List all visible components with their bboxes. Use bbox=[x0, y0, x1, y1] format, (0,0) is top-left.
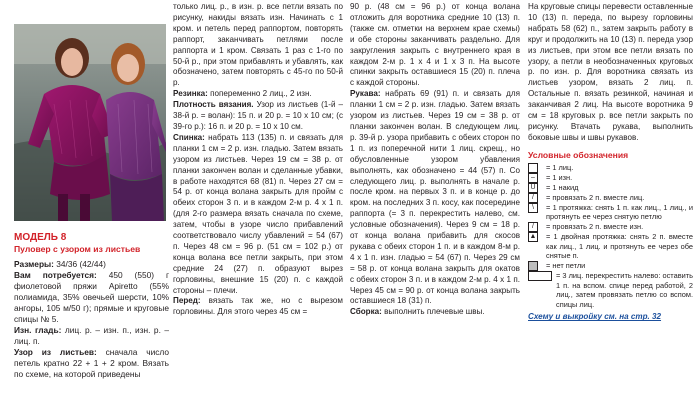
front-label: Перед: bbox=[173, 296, 201, 306]
col3-intro: 90 р. (48 см = 96 р.) от конца волана отложить для воротника средние 10 (13) п. (также см. отметки на верхнем крае схемы) и обе стороны заканчивать раздельно. Для закругления закрыть с внутреннего края в каждом 2-м р. 1 x 4 и 1 x 3 п. На высоте спинки закрыть оставшиеся 15 (20) п. плеча с каждой стороны. bbox=[350, 2, 520, 88]
sizes-label: Размеры: bbox=[14, 258, 54, 269]
legend-text: = 1 лиц. bbox=[546, 162, 574, 172]
cable-left-symbol-icon bbox=[528, 271, 552, 281]
legend-list bbox=[528, 163, 693, 310]
sleeves-value: набрать 69 (91) п. и связать для планки 1 см = 2 р. изн. гладью. Затем вязать узором из листьев. Через 19 см = 38 р. от планки закончен волан. В следующем лиц. р. 39-й р. узора прибавить с обеих сторон по 1 п. из поперечной нити 1 лиц. скрещ., но обусловленные узором убавления выполнять, как обозначено = 44 (57) п. Со следующего лиц. р. выполнять в начале р. после кром. на первых 3 п. и в конце р. до кром. на последних 3 п. косу, как посередине раппорта (= 3 п. перекрестить налево, см. условные обозначения). Через 9 см = 18 р. от конца волана прибавить для скосов рукава с обеих сторон 1 п. и в каждом 8-м р. 4 x 1 п. изн. гладью = 54 (67) п. Через 29 см = 58 р. от конца волана закрыть для окатов с обеих сторон 3 п. и в каждом 2-м р. 4 x 1 п. Через 45 см = 90 р. от конца волана закрыть оставшиеся 18 (31) п. bbox=[350, 89, 520, 306]
legend-item bbox=[528, 163, 693, 173]
stitch-value: лиц. р. – изн. п., изн. р. – лиц. п. bbox=[14, 325, 169, 347]
stitch-label: Изн. гладь: bbox=[14, 325, 62, 336]
sizes-para bbox=[14, 259, 169, 270]
legend-item bbox=[528, 183, 693, 193]
density-value: Узор из листьев (1-й – 38-й р. = волан): 15 п. и 20 р. = 10 x 10 см; (с 39-го р.): 16 п. и 20 р. = 10 x 10 см. bbox=[173, 100, 343, 131]
pattern-value: сначала число петель кратно 22 + 1 + 2 кром. Вязать по схеме, на которой приведены bbox=[14, 347, 170, 380]
column-3 bbox=[350, 2, 520, 318]
purl-symbol-icon: – bbox=[528, 173, 538, 183]
assembly-para bbox=[350, 307, 520, 318]
back-value: набрать 113 (135) п. и связать для планки 1 см = 2 р. изн. гладью. Затем вязать узором из листьев. Через 19 см = 38 р. от планки закончен волан и сделанные убавки, в работе находятся 68 (81) п. Через 27 см = 54 р. от конца волана закрыть для пройм с обеих сторон 3 п. и в каждом 2-м р. 4 x 1 п. (для 2-го размера вязать сначала по схеме, затем, чтобы в узоре число прибавлений соответствовало числу убавлений = 54 (67) п. Через 48 см = 96 р. (51 см = 102 р.) от конца волана все петли закрыть, при этом средние 24 (27) п. образуют вырез горловины, внешние 15 (20) п. с каждой стороны – плечи. bbox=[173, 132, 343, 295]
legend-item bbox=[528, 203, 693, 222]
ribbing-label: Резинка: bbox=[173, 89, 208, 99]
legend-text: = 1 накид bbox=[546, 182, 579, 192]
legend-title: Условные обозначения bbox=[528, 149, 629, 160]
legend-text: = нет петли bbox=[546, 260, 586, 270]
p2tog-symbol-icon: / bbox=[528, 222, 538, 232]
legend-item bbox=[528, 261, 693, 271]
model-title: МОДЕЛЬ 8 bbox=[14, 232, 67, 243]
ssk-symbol-icon: \ bbox=[528, 203, 538, 213]
legend-text: = 3 лиц. перекрестить налево: оставить 1 п. на вспом. спице перед работой, 2 лиц., затем провязать петлю со вспом. спицы лиц. bbox=[556, 270, 693, 309]
yarn-over-symbol-icon: U bbox=[528, 183, 538, 193]
sleeves-label: Рукава: bbox=[350, 89, 381, 99]
legend-item bbox=[528, 193, 693, 203]
column-4 bbox=[528, 2, 693, 323]
scheme-reference-link[interactable]: Схему и выкройку см. на стр. 32 bbox=[528, 312, 662, 322]
legend-text: = 1 двойная протяжка: снять 2 п. вместе как лиц., 1 лиц. и протянуть ее через обе снятые п. bbox=[546, 232, 693, 261]
sizes-value: 34/36 (42/44) bbox=[56, 258, 106, 269]
assembly-label: Сборка: bbox=[350, 307, 382, 317]
double-decrease-symbol-icon: ▲ bbox=[529, 233, 537, 241]
density-label: Плотность вязания. bbox=[173, 100, 254, 110]
legend-item bbox=[528, 173, 693, 183]
yarn-para bbox=[14, 270, 169, 325]
yarn-label: Вам потребуется: bbox=[14, 269, 97, 280]
column-1 bbox=[14, 232, 169, 381]
assembly-value: выполнить плечевые швы. bbox=[384, 307, 485, 317]
sleeves-para bbox=[350, 89, 520, 307]
legend-text: = 1 изн. bbox=[546, 172, 573, 182]
front-para bbox=[173, 296, 343, 318]
knit-symbol-icon bbox=[528, 163, 538, 173]
col2-intro: только лиц. р., в изн. р. все петли вязать по рисунку, накиды вязать изн. Начинать с 1 кром. и петель перед раппортом, повторять раппорт, заканчивать петлями после раппорта и 1 кром. Связать 1 раз с 1-го по 50-й р., при этом прибавлять и убавлять, как обозначено, затем повторять с 45-го по 50-й р. bbox=[173, 2, 343, 88]
yarn-value: 450 (550) г фиолетовой пряжи Apiretto (55% полиамида, 35% овечьей шерсти, 10% ангоры, 105 м/50 г); прямые и круговые спицы № 5. bbox=[14, 269, 169, 324]
legend-text: = провязать 2 п. вместе изн. bbox=[546, 222, 644, 232]
pattern-para bbox=[14, 347, 169, 380]
ribbing-para bbox=[173, 89, 343, 100]
legend-text: = 1 протяжка: снять 1 п. как лиц., 1 лиц., и протянуть ее через снятую петлю bbox=[546, 202, 693, 222]
model-subtitle: Пуловер с узором из листьев bbox=[14, 243, 141, 254]
back-para bbox=[173, 133, 343, 297]
legend-item bbox=[528, 232, 693, 261]
legend-item bbox=[528, 271, 693, 309]
model-photo-illustration bbox=[14, 24, 166, 221]
back-label: Спинка: bbox=[173, 132, 205, 142]
no-stitch-symbol-icon bbox=[528, 261, 538, 271]
legend-text: = провязать 2 п. вместе лиц. bbox=[546, 192, 645, 202]
density-para bbox=[173, 100, 343, 133]
stitch-para bbox=[14, 325, 169, 347]
pattern-label: Узор из листьев: bbox=[14, 347, 97, 358]
column-2 bbox=[173, 2, 343, 318]
ribbing-value: попеременно 2 лиц., 2 изн. bbox=[210, 89, 312, 99]
model-photo bbox=[14, 24, 166, 221]
col4-intro: На круговые спицы перевести оставленные 10 (13) п. переда, по вырезу горловины набрать 58 (62) п., затем закрыть работу в круг и продолжить на 10 (13) п. переда узор из листьев, при этом все петли вязать по узору, а петли в необозначенных круговых р. по изн. р. Для воротника связать из листьев узором, вязать 2 лиц. п. Остальные п. вязать резинкой, начиная и заканчивая 2 лиц. На высоте воротника 9 см = 18 круговых р. все петли закрыть по рисунку. Втачать рукава, выполнить боковые швы и швы рукавов. bbox=[528, 2, 693, 142]
k2tog-symbol-icon: / bbox=[528, 193, 538, 203]
front-value: вязать так же, но с вырезом горловины. Для этого через 45 см = bbox=[173, 296, 343, 317]
legend-item bbox=[528, 222, 693, 232]
